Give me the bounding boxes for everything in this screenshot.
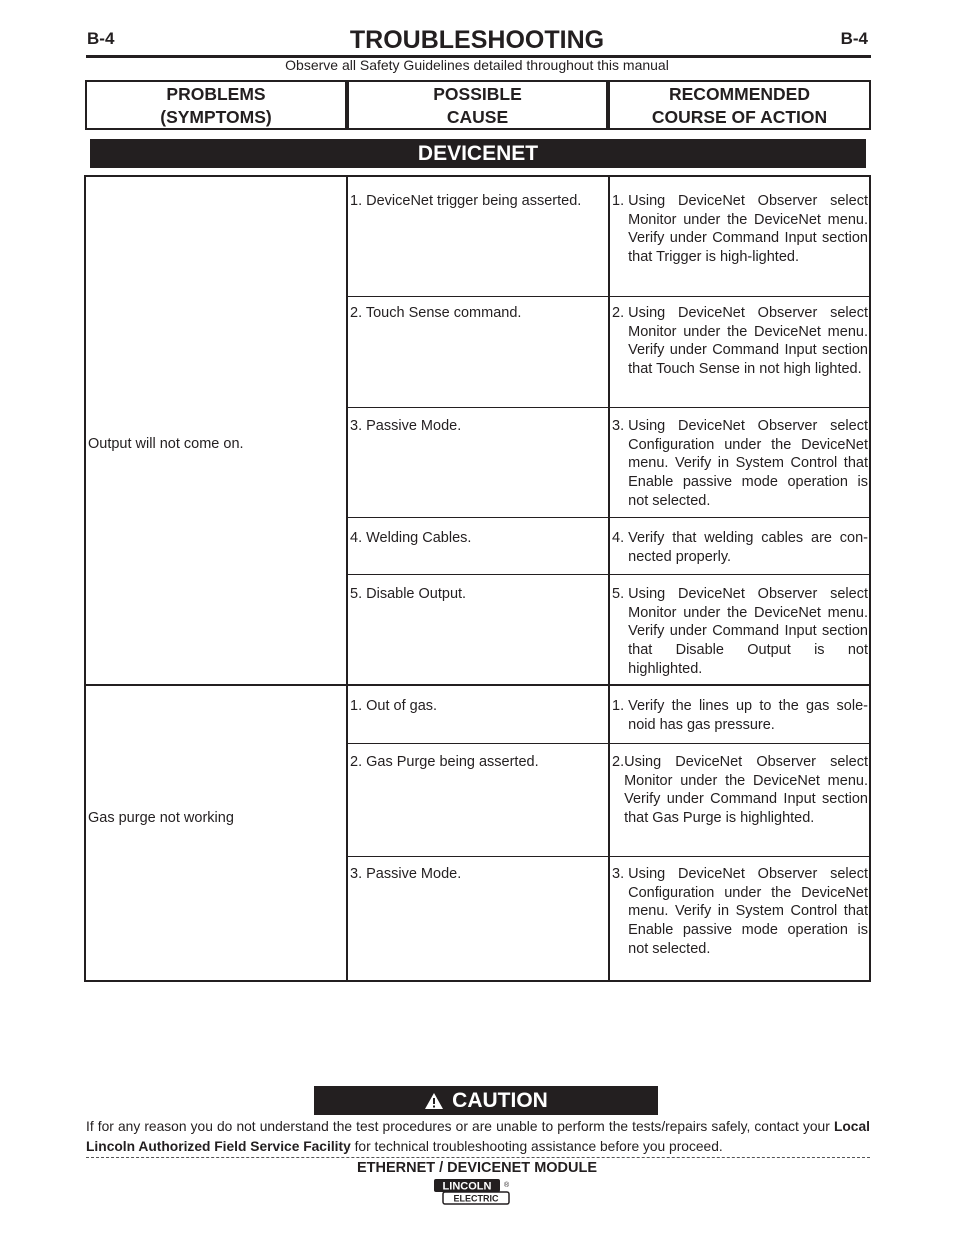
header-problems-line2: (SYMPTOMS) xyxy=(160,107,272,127)
recommended-action xyxy=(612,753,868,828)
row-divider xyxy=(346,856,871,857)
action-text: Using DeviceNet Observer select Monitor under the DeviceNet menu. Verify under Command Input section that Disable Output is not highlighted. xyxy=(628,586,868,677)
action-number: 5. xyxy=(612,586,625,602)
caution-label: CAUTION xyxy=(452,1089,548,1112)
action-number: 2. xyxy=(612,754,625,770)
lincoln-electric-logo xyxy=(433,1178,510,1206)
page-number-left: B-4 xyxy=(87,29,115,48)
recommended-action xyxy=(612,529,868,566)
header-action-line2: COURSE OF ACTION xyxy=(651,107,828,127)
header-cause xyxy=(347,80,608,130)
possible-cause: 1. Out of gas. xyxy=(350,698,438,714)
header-problems xyxy=(85,80,347,130)
possible-cause: 1. DeviceNet trigger being asserted. xyxy=(350,193,582,209)
action-number: 1. xyxy=(612,193,625,209)
possible-cause: 2. Gas Purge being asserted. xyxy=(350,754,539,770)
safety-note: Observe all Safety Guidelines detailed throughout this manual xyxy=(285,57,669,73)
row-divider xyxy=(346,743,871,744)
header-action xyxy=(608,80,871,130)
service-facility-name: Local Lincoln Authorized Field Service Facility xyxy=(86,1119,870,1154)
possible-cause: 3. Passive Mode. xyxy=(350,866,462,882)
header-cause-line1: POSSIBLE xyxy=(433,84,522,104)
problem-divider xyxy=(84,684,871,686)
caution-banner xyxy=(314,1086,658,1115)
action-number: 4. xyxy=(612,530,625,546)
svg-text:®: ® xyxy=(504,1182,510,1189)
action-number: 3. xyxy=(612,418,625,434)
svg-text:LINCOLN: LINCOLN xyxy=(442,1180,492,1193)
header-action-line1: RECOMMENDED xyxy=(669,84,810,104)
action-number: 1. xyxy=(612,698,625,714)
caution-text-before: If for any reason you do not understand the test procedures or are unable to perform the tests/repairs safely, contact your xyxy=(86,1119,830,1134)
recommended-action xyxy=(612,417,868,511)
symptom: Output will not come on. xyxy=(88,436,244,452)
footer-divider xyxy=(86,1157,870,1158)
action-text: Using DeviceNet Observer select Configuration under the DeviceNet menu. Verify in System Control that Enable passive mode operation is not selected. xyxy=(628,866,868,957)
row-divider xyxy=(346,517,871,518)
header-cause-line2: CAUSE xyxy=(446,107,509,127)
action-text: Using DeviceNet Observer select Monitor under the DeviceNet menu. Verify under Command Input section that Trigger is high-lighted. xyxy=(628,193,868,266)
caution-text xyxy=(86,1117,870,1157)
header-problems-line1: PROBLEMS xyxy=(166,84,266,104)
possible-cause: 4. Welding Cables. xyxy=(350,530,472,546)
module-name: ETHERNET / DEVICENET MODULE xyxy=(356,1160,598,1176)
action-text: Verify that welding cables are con-nected properly. xyxy=(628,530,868,565)
warning-triangle-icon xyxy=(424,1089,452,1112)
recommended-action xyxy=(612,697,868,734)
recommended-action xyxy=(612,304,868,379)
row-divider xyxy=(346,407,871,408)
action-text: Using DeviceNet Observer select Monitor under the DeviceNet menu. Verify under Command Input section that Touch Sense in not high lighted. xyxy=(628,305,868,378)
svg-text:ELECTRIC: ELECTRIC xyxy=(453,1193,499,1204)
action-text: Using DeviceNet Observer select Configuration under the DeviceNet menu. Verify in System Control that Enable passive mode operation is not selected. xyxy=(628,418,868,509)
section-title: DEVICENET xyxy=(90,139,866,168)
possible-cause: 2. Touch Sense command. xyxy=(350,305,522,321)
action-text: Using DeviceNet Observer select Monitor under the DeviceNet menu. Verify under Command Input section that Gas Purge is highlighted. xyxy=(624,754,868,827)
symptom: Gas purge not working xyxy=(88,810,234,826)
possible-cause: 5. Disable Output. xyxy=(350,586,467,602)
page-number-right: B-4 xyxy=(840,29,868,48)
action-text: Verify the lines up to the gas sole-noid has gas pressure. xyxy=(628,698,868,733)
caution-text-after: for technical troubleshooting assistance before you proceed. xyxy=(350,1139,723,1154)
action-number: 2. xyxy=(612,305,625,321)
action-number: 3. xyxy=(612,866,625,882)
row-divider xyxy=(346,296,871,297)
row-divider xyxy=(346,574,871,575)
recommended-action xyxy=(612,192,868,267)
recommended-action xyxy=(612,585,868,679)
possible-cause: 3. Passive Mode. xyxy=(350,418,462,434)
page-title: TROUBLESHOOTING xyxy=(349,26,605,54)
recommended-action xyxy=(612,865,868,959)
